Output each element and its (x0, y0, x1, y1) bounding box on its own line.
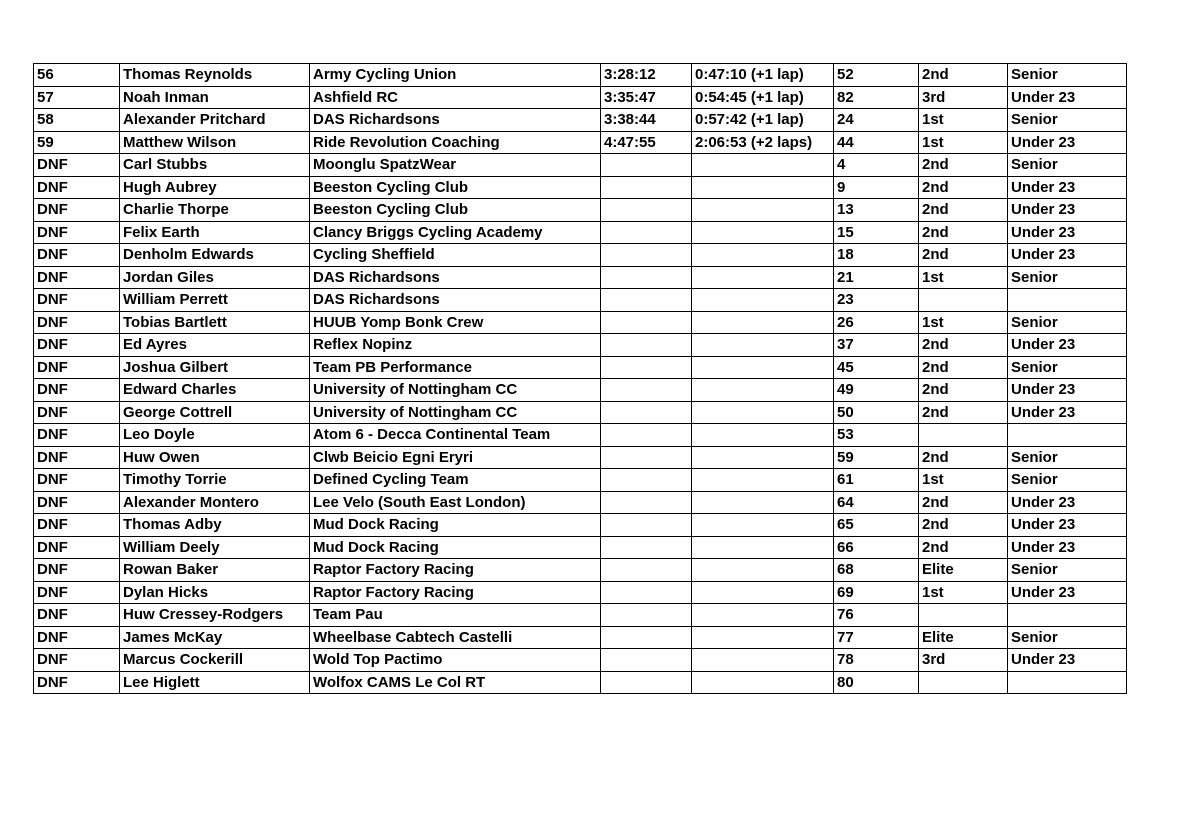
category-cell (919, 424, 1008, 447)
gap-cell (692, 199, 834, 222)
category-cell: 2nd (919, 64, 1008, 87)
gap-cell (692, 154, 834, 177)
category-cell: Elite (919, 559, 1008, 582)
race-number-cell: 15 (834, 221, 919, 244)
position-cell: DNF (34, 356, 120, 379)
rider-name-cell: Ed Ayres (120, 334, 310, 357)
position-cell: DNF (34, 266, 120, 289)
time-cell: 3:38:44 (601, 109, 692, 132)
rider-name-cell: Lee Higlett (120, 671, 310, 694)
rider-name-cell: Leo Doyle (120, 424, 310, 447)
time-cell (601, 221, 692, 244)
age-category-cell: Under 23 (1008, 401, 1127, 424)
category-cell: 2nd (919, 401, 1008, 424)
age-category-cell (1008, 604, 1127, 627)
gap-cell (692, 379, 834, 402)
race-number-cell: 49 (834, 379, 919, 402)
rider-name-cell: James McKay (120, 626, 310, 649)
team-cell: Wheelbase Cabtech Castelli (310, 626, 601, 649)
race-number-cell: 66 (834, 536, 919, 559)
team-cell: University of Nottingham CC (310, 379, 601, 402)
table-row (34, 559, 1127, 582)
time-cell (601, 154, 692, 177)
category-cell (919, 604, 1008, 627)
gap-cell: 0:54:45 (+1 lap) (692, 86, 834, 109)
time-cell (601, 491, 692, 514)
age-category-cell: Senior (1008, 626, 1127, 649)
table-row (34, 176, 1127, 199)
category-cell: 2nd (919, 244, 1008, 267)
race-number-cell: 76 (834, 604, 919, 627)
rider-name-cell: Tobias Bartlett (120, 311, 310, 334)
time-cell (601, 469, 692, 492)
age-category-cell: Under 23 (1008, 221, 1127, 244)
gap-cell (692, 334, 834, 357)
age-category-cell: Under 23 (1008, 491, 1127, 514)
position-cell: 57 (34, 86, 120, 109)
team-cell: Team Pau (310, 604, 601, 627)
gap-cell (692, 176, 834, 199)
position-cell: DNF (34, 154, 120, 177)
table-row (34, 379, 1127, 402)
team-cell: DAS Richardsons (310, 289, 601, 312)
rider-name-cell: Edward Charles (120, 379, 310, 402)
category-cell: 2nd (919, 199, 1008, 222)
results-table (33, 63, 1127, 694)
time-cell (601, 244, 692, 267)
position-cell: DNF (34, 221, 120, 244)
rider-name-cell: Dylan Hicks (120, 581, 310, 604)
position-cell: DNF (34, 626, 120, 649)
age-category-cell (1008, 424, 1127, 447)
time-cell (601, 176, 692, 199)
rider-name-cell: William Perrett (120, 289, 310, 312)
gap-cell (692, 559, 834, 582)
category-cell: 2nd (919, 514, 1008, 537)
rider-name-cell: Felix Earth (120, 221, 310, 244)
race-number-cell: 53 (834, 424, 919, 447)
position-cell: DNF (34, 581, 120, 604)
age-category-cell: Senior (1008, 356, 1127, 379)
team-cell: Beeston Cycling Club (310, 176, 601, 199)
position-cell: DNF (34, 514, 120, 537)
age-category-cell: Under 23 (1008, 649, 1127, 672)
race-number-cell: 77 (834, 626, 919, 649)
table-row (34, 154, 1127, 177)
position-cell: DNF (34, 379, 120, 402)
race-number-cell: 21 (834, 266, 919, 289)
age-category-cell: Senior (1008, 559, 1127, 582)
time-cell (601, 401, 692, 424)
gap-cell (692, 469, 834, 492)
position-cell: DNF (34, 649, 120, 672)
team-cell: Clancy Briggs Cycling Academy (310, 221, 601, 244)
rider-name-cell: Rowan Baker (120, 559, 310, 582)
rider-name-cell: William Deely (120, 536, 310, 559)
race-number-cell: 50 (834, 401, 919, 424)
time-cell (601, 311, 692, 334)
gap-cell (692, 221, 834, 244)
table-row (34, 514, 1127, 537)
category-cell: 1st (919, 469, 1008, 492)
rider-name-cell: Matthew Wilson (120, 131, 310, 154)
team-cell: Reflex Nopinz (310, 334, 601, 357)
rider-name-cell: Thomas Reynolds (120, 64, 310, 87)
team-cell: Team PB Performance (310, 356, 601, 379)
position-cell: DNF (34, 289, 120, 312)
category-cell: 1st (919, 581, 1008, 604)
time-cell: 3:28:12 (601, 64, 692, 87)
table-row (34, 356, 1127, 379)
gap-cell (692, 446, 834, 469)
time-cell (601, 649, 692, 672)
gap-cell (692, 649, 834, 672)
time-cell (601, 379, 692, 402)
rider-name-cell: Carl Stubbs (120, 154, 310, 177)
race-number-cell: 44 (834, 131, 919, 154)
position-cell: 59 (34, 131, 120, 154)
gap-cell: 2:06:53 (+2 laps) (692, 131, 834, 154)
table-row (34, 626, 1127, 649)
gap-cell (692, 491, 834, 514)
table-row (34, 446, 1127, 469)
time-cell: 3:35:47 (601, 86, 692, 109)
category-cell: 3rd (919, 649, 1008, 672)
age-category-cell: Under 23 (1008, 581, 1127, 604)
age-category-cell (1008, 671, 1127, 694)
age-category-cell: Under 23 (1008, 379, 1127, 402)
race-number-cell: 26 (834, 311, 919, 334)
position-cell: DNF (34, 469, 120, 492)
gap-cell (692, 424, 834, 447)
rider-name-cell: Timothy Torrie (120, 469, 310, 492)
rider-name-cell: Alexander Pritchard (120, 109, 310, 132)
category-cell: 2nd (919, 536, 1008, 559)
age-category-cell: Under 23 (1008, 334, 1127, 357)
team-cell: Moonglu SpatzWear (310, 154, 601, 177)
team-cell: Mud Dock Racing (310, 536, 601, 559)
race-number-cell: 82 (834, 86, 919, 109)
age-category-cell: Under 23 (1008, 199, 1127, 222)
table-row (34, 536, 1127, 559)
category-cell: 1st (919, 131, 1008, 154)
team-cell: DAS Richardsons (310, 109, 601, 132)
team-cell: Wolfox CAMS Le Col RT (310, 671, 601, 694)
results-body (34, 64, 1127, 694)
rider-name-cell: George Cottrell (120, 401, 310, 424)
category-cell (919, 289, 1008, 312)
team-cell: Raptor Factory Racing (310, 559, 601, 582)
table-row (34, 199, 1127, 222)
race-number-cell: 24 (834, 109, 919, 132)
rider-name-cell: Denholm Edwards (120, 244, 310, 267)
rider-name-cell: Huw Owen (120, 446, 310, 469)
table-row (34, 671, 1127, 694)
race-number-cell: 9 (834, 176, 919, 199)
position-cell: DNF (34, 604, 120, 627)
time-cell (601, 626, 692, 649)
time-cell (601, 446, 692, 469)
race-number-cell: 78 (834, 649, 919, 672)
position-cell: DNF (34, 244, 120, 267)
team-cell: University of Nottingham CC (310, 401, 601, 424)
time-cell (601, 559, 692, 582)
position-cell: DNF (34, 536, 120, 559)
rider-name-cell: Noah Inman (120, 86, 310, 109)
race-number-cell: 68 (834, 559, 919, 582)
position-cell: DNF (34, 199, 120, 222)
category-cell: 1st (919, 311, 1008, 334)
category-cell: 2nd (919, 356, 1008, 379)
table-row (34, 64, 1127, 87)
table-row (34, 604, 1127, 627)
table-row (34, 581, 1127, 604)
position-cell: DNF (34, 311, 120, 334)
gap-cell (692, 581, 834, 604)
team-cell: Mud Dock Racing (310, 514, 601, 537)
category-cell: 2nd (919, 379, 1008, 402)
race-number-cell: 65 (834, 514, 919, 537)
age-category-cell: Under 23 (1008, 244, 1127, 267)
team-cell: Ashfield RC (310, 86, 601, 109)
category-cell: 2nd (919, 221, 1008, 244)
position-cell: DNF (34, 446, 120, 469)
rider-name-cell: Joshua Gilbert (120, 356, 310, 379)
gap-cell (692, 626, 834, 649)
age-category-cell: Senior (1008, 109, 1127, 132)
team-cell: Cycling Sheffield (310, 244, 601, 267)
category-cell: 2nd (919, 154, 1008, 177)
position-cell: DNF (34, 559, 120, 582)
age-category-cell: Under 23 (1008, 176, 1127, 199)
gap-cell: 0:47:10 (+1 lap) (692, 64, 834, 87)
table-row (34, 649, 1127, 672)
rider-name-cell: Hugh Aubrey (120, 176, 310, 199)
race-number-cell: 59 (834, 446, 919, 469)
position-cell: DNF (34, 176, 120, 199)
gap-cell (692, 244, 834, 267)
age-category-cell: Senior (1008, 154, 1127, 177)
age-category-cell: Under 23 (1008, 131, 1127, 154)
table-row (34, 244, 1127, 267)
category-cell: 2nd (919, 491, 1008, 514)
table-row (34, 221, 1127, 244)
rider-name-cell: Charlie Thorpe (120, 199, 310, 222)
age-category-cell: Senior (1008, 266, 1127, 289)
age-category-cell: Under 23 (1008, 514, 1127, 537)
race-number-cell: 37 (834, 334, 919, 357)
gap-cell (692, 536, 834, 559)
race-number-cell: 23 (834, 289, 919, 312)
time-cell (601, 514, 692, 537)
gap-cell (692, 671, 834, 694)
category-cell: 3rd (919, 86, 1008, 109)
gap-cell (692, 514, 834, 537)
gap-cell (692, 289, 834, 312)
results-sheet (33, 63, 1126, 694)
table-row (34, 424, 1127, 447)
table-row (34, 401, 1127, 424)
race-number-cell: 61 (834, 469, 919, 492)
table-row (34, 311, 1127, 334)
team-cell: Army Cycling Union (310, 64, 601, 87)
rider-name-cell: Huw Cressey-Rodgers (120, 604, 310, 627)
time-cell: 4:47:55 (601, 131, 692, 154)
race-number-cell: 52 (834, 64, 919, 87)
team-cell: Lee Velo (South East London) (310, 491, 601, 514)
category-cell: 2nd (919, 334, 1008, 357)
race-number-cell: 18 (834, 244, 919, 267)
race-number-cell: 13 (834, 199, 919, 222)
team-cell: DAS Richardsons (310, 266, 601, 289)
time-cell (601, 199, 692, 222)
time-cell (601, 536, 692, 559)
team-cell: Clwb Beicio Egni Eryri (310, 446, 601, 469)
team-cell: Ride Revolution Coaching (310, 131, 601, 154)
race-number-cell: 4 (834, 154, 919, 177)
race-number-cell: 45 (834, 356, 919, 379)
time-cell (601, 671, 692, 694)
rider-name-cell: Alexander Montero (120, 491, 310, 514)
category-cell: 2nd (919, 176, 1008, 199)
gap-cell (692, 401, 834, 424)
gap-cell (692, 311, 834, 334)
position-cell: DNF (34, 671, 120, 694)
table-row (34, 334, 1127, 357)
age-category-cell: Senior (1008, 64, 1127, 87)
gap-cell (692, 604, 834, 627)
time-cell (601, 356, 692, 379)
position-cell: 56 (34, 64, 120, 87)
age-category-cell: Under 23 (1008, 536, 1127, 559)
category-cell (919, 671, 1008, 694)
race-number-cell: 64 (834, 491, 919, 514)
age-category-cell (1008, 289, 1127, 312)
category-cell: 1st (919, 109, 1008, 132)
category-cell: 1st (919, 266, 1008, 289)
team-cell: Raptor Factory Racing (310, 581, 601, 604)
rider-name-cell: Jordan Giles (120, 266, 310, 289)
gap-cell (692, 266, 834, 289)
time-cell (601, 289, 692, 312)
age-category-cell: Senior (1008, 469, 1127, 492)
gap-cell: 0:57:42 (+1 lap) (692, 109, 834, 132)
table-row (34, 86, 1127, 109)
time-cell (601, 424, 692, 447)
time-cell (601, 581, 692, 604)
position-cell: 58 (34, 109, 120, 132)
table-row (34, 109, 1127, 132)
race-number-cell: 80 (834, 671, 919, 694)
table-row (34, 266, 1127, 289)
rider-name-cell: Thomas Adby (120, 514, 310, 537)
category-cell: 2nd (919, 446, 1008, 469)
time-cell (601, 266, 692, 289)
gap-cell (692, 356, 834, 379)
position-cell: DNF (34, 334, 120, 357)
table-row (34, 491, 1127, 514)
team-cell: Beeston Cycling Club (310, 199, 601, 222)
table-row (34, 469, 1127, 492)
position-cell: DNF (34, 491, 120, 514)
position-cell: DNF (34, 401, 120, 424)
race-number-cell: 69 (834, 581, 919, 604)
team-cell: Wold Top Pactimo (310, 649, 601, 672)
time-cell (601, 334, 692, 357)
position-cell: DNF (34, 424, 120, 447)
age-category-cell: Under 23 (1008, 86, 1127, 109)
age-category-cell: Senior (1008, 446, 1127, 469)
table-row (34, 131, 1127, 154)
team-cell: Atom 6 - Decca Continental Team (310, 424, 601, 447)
category-cell: Elite (919, 626, 1008, 649)
team-cell: HUUB Yomp Bonk Crew (310, 311, 601, 334)
team-cell: Defined Cycling Team (310, 469, 601, 492)
age-category-cell: Senior (1008, 311, 1127, 334)
table-row (34, 289, 1127, 312)
time-cell (601, 604, 692, 627)
rider-name-cell: Marcus Cockerill (120, 649, 310, 672)
